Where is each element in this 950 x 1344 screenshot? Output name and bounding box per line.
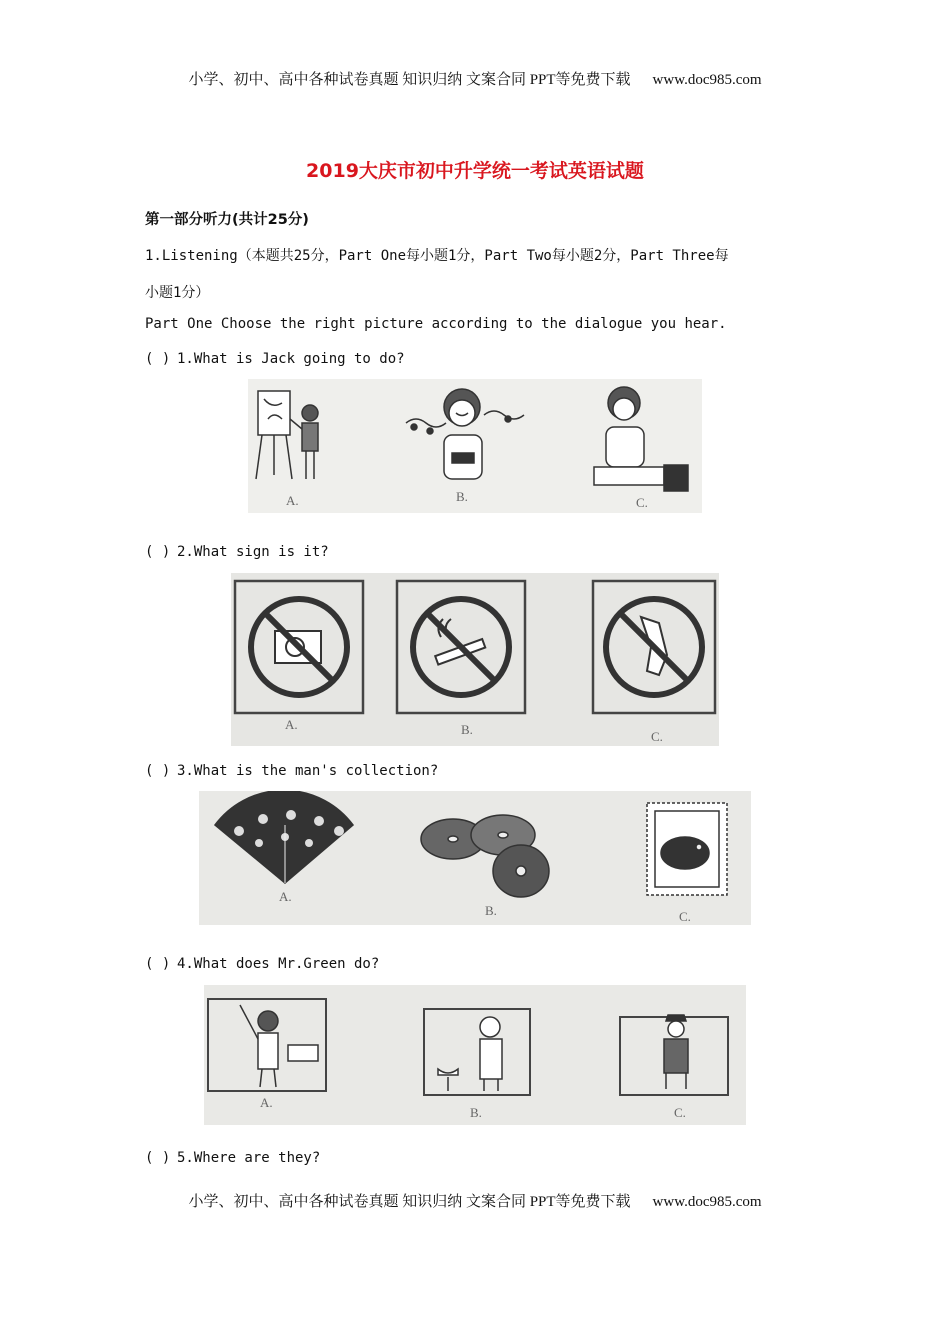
question-2-pictures (231, 573, 719, 746)
answer-blank[interactable]: ( ) (145, 1150, 171, 1166)
question-4-pictures (204, 985, 746, 1125)
page-title: 2019大庆市初中升学统一考试英语试题 (306, 160, 644, 182)
option-label: B. (470, 1105, 482, 1120)
page-header (0, 68, 950, 89)
option-label: B. (485, 903, 497, 918)
question-1-pictures (248, 379, 702, 513)
answer-blank[interactable]: ( ) (145, 956, 171, 972)
option-label: A. (279, 889, 292, 904)
painting-boy-icon (256, 391, 318, 479)
question-text: 2.What sign is it? (177, 544, 329, 560)
no-smoking-sign-icon (413, 599, 509, 695)
footer-site-link[interactable]: www.doc985.com (652, 1194, 762, 1210)
question-5 (145, 1150, 320, 1166)
question-text: 3.What is the man's collection? (177, 763, 439, 779)
no-photos-sign-icon (251, 599, 347, 695)
instructions-line-2: 小题1分） (145, 285, 210, 301)
question-4 (145, 956, 379, 972)
do-not-touch-sign-icon (606, 599, 702, 695)
part-one-instruction: Part One Choose the right picture according to the dialogue you hear. (145, 316, 727, 332)
question-1 (145, 351, 405, 367)
discs-icon (421, 815, 549, 897)
option-label: C. (636, 495, 648, 510)
teacher-icon (240, 1005, 318, 1087)
writing-boy-icon (594, 387, 688, 491)
question-text: 4.What does Mr.Green do? (177, 956, 380, 972)
question-text: 5.Where are they? (177, 1150, 321, 1166)
option-label: B. (456, 489, 468, 504)
question-3-pictures (199, 791, 751, 925)
stamp-icon (647, 803, 727, 895)
header-text: 小学、初中、高中各种试卷真题 知识归纳 文案合同 PPT等免费下载 (188, 72, 631, 88)
fan-icon (215, 791, 353, 883)
answer-blank[interactable]: ( ) (145, 351, 171, 367)
option-label: A. (260, 1095, 273, 1110)
question-text: 1.What is Jack going to do? (177, 351, 405, 367)
question-3 (145, 763, 438, 779)
answer-blank[interactable]: ( ) (145, 544, 171, 560)
doctor-icon (438, 1017, 502, 1091)
option-label: C. (679, 909, 691, 924)
option-label: C. (651, 729, 663, 744)
question-2 (145, 544, 329, 560)
page-footer (0, 1190, 950, 1211)
music-listening-boy-icon (406, 389, 524, 479)
answer-blank[interactable]: ( ) (145, 763, 171, 779)
policeman-icon (664, 1015, 688, 1089)
section-heading: 第一部分听力(共计25分) (145, 212, 309, 228)
footer-text: 小学、初中、高中各种试卷真题 知识归纳 文案合同 PPT等免费下载 (188, 1194, 631, 1210)
option-label: A. (285, 717, 298, 732)
option-label: A. (286, 493, 299, 508)
instructions-line-1: 1.Listening（本题共25分，Part One每小题1分，Part Two每小题2分，Part Three每 (145, 248, 729, 264)
header-site-link[interactable]: www.doc985.com (652, 72, 762, 88)
option-label: B. (461, 722, 473, 737)
option-label: C. (674, 1105, 686, 1120)
